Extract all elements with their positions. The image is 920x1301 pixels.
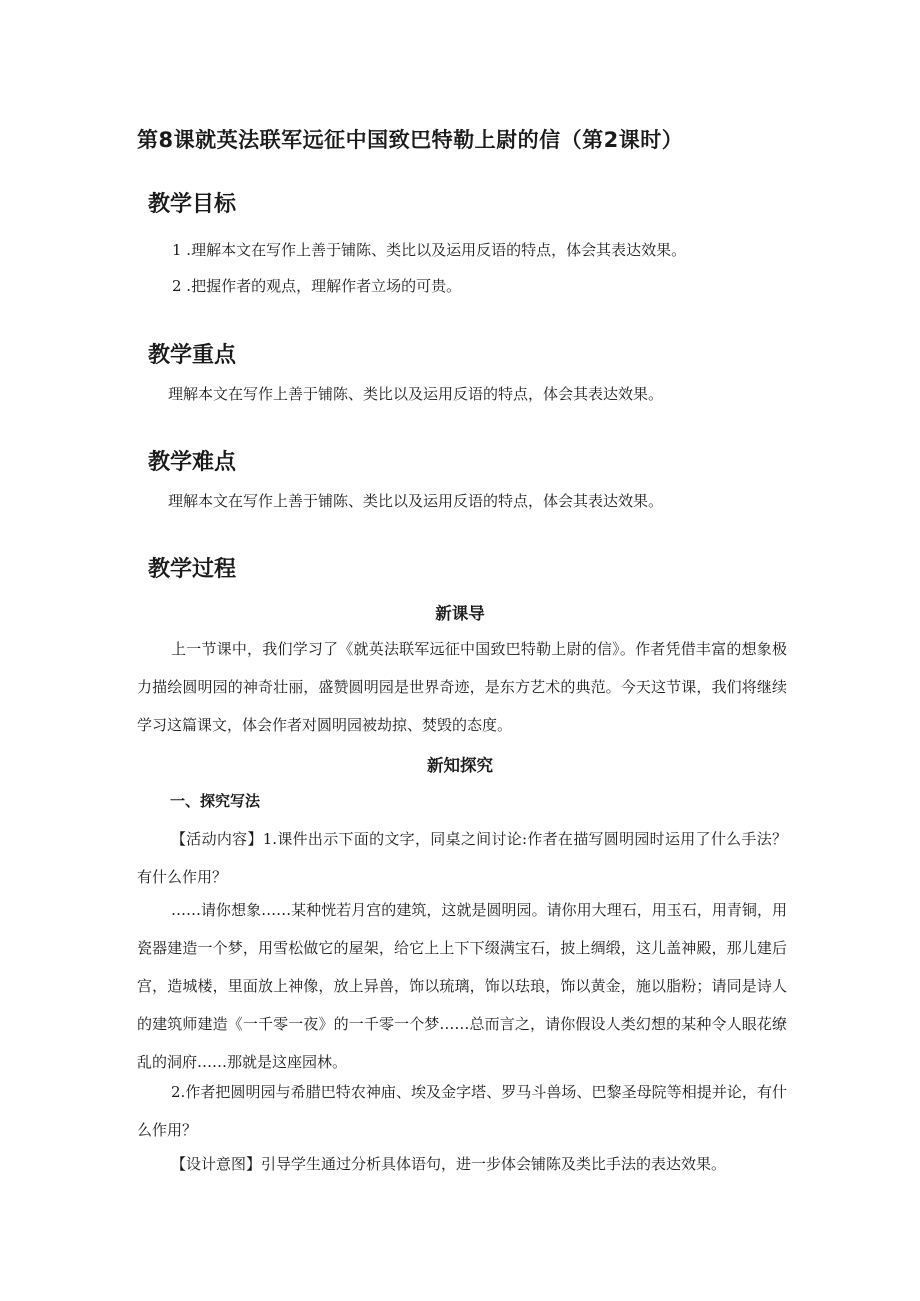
activity-paragraph: 【活动内容】1.课件出示下面的文字，同桌之间讨论:作者在描写圆明园时运用了什么手法？有什么作用？ bbox=[137, 830, 787, 886]
part1-heading: 一、探究写法 bbox=[170, 792, 261, 810]
objective-item-1: 1 .理解本文在写作上善于铺陈、类比以及运用反语的特点，体会其表达效果。 bbox=[172, 241, 687, 259]
section-heading-difficulties: 教学难点 bbox=[148, 450, 237, 475]
page-title: 第8课就英法联军远征中国致巴特勒上尉的信（第2课时） bbox=[137, 128, 684, 152]
design-intent-paragraph: 【设计意图】引导学生通过分析具体语句，进一步体会铺陈及类比手法的表达效果。 bbox=[171, 1155, 727, 1173]
explore-heading: 新知探究 bbox=[427, 756, 493, 775]
section-heading-key-points: 教学重点 bbox=[148, 343, 237, 368]
quote-paragraph: ……请你想象……某种恍若月宫的建筑，这就是圆明园。请你用大理石，用玉石，用青铜，用瓷器建造一个梦，用雪松做它的屋架，给它上上下下缀满宝石，披上绸缎，这儿盖神殿，那儿建后宫，造城楼，里面放上神像，放上异兽，饰以琉璃，饰以珐琅，饰以黄金，施以脂粉；请同是诗人的建筑师建造《一千零一夜》的一千零一个梦……总而言之，请你假设人类幻想的某种令人眼花缭乱的洞府……那就是这座园林。 bbox=[137, 901, 787, 1071]
intro-paragraph: 上一节课中，我们学习了《就英法联军远征中国致巴特勒上尉的信》。作者凭借丰富的想象极力描绘圆明园的神奇壮丽，盛赞圆明园是世界奇迹，是东方艺术的典范。今天这节课，我们将继续学习这篇课文，体会作者对圆明园被劫掠、焚毁的态度。 bbox=[137, 640, 787, 734]
difficulties-text: 理解本文在写作上善于铺陈、类比以及运用反语的特点，体会其表达效果。 bbox=[168, 492, 664, 510]
section-heading-objectives: 教学目标 bbox=[148, 192, 237, 217]
section-heading-process: 教学过程 bbox=[148, 557, 237, 582]
question-2-paragraph: 2.作者把圆明园与希腊巴特农神庙、埃及金字塔、罗马斗兽场、巴黎圣母院等相提并论，有什么作用？ bbox=[137, 1083, 787, 1139]
objective-item-2: 2 .把握作者的观点，理解作者立场的可贵。 bbox=[172, 277, 462, 295]
intro-heading: 新课导 bbox=[435, 604, 485, 623]
key-points-text: 理解本文在写作上善于铺陈、类比以及运用反语的特点，体会其表达效果。 bbox=[168, 385, 664, 403]
